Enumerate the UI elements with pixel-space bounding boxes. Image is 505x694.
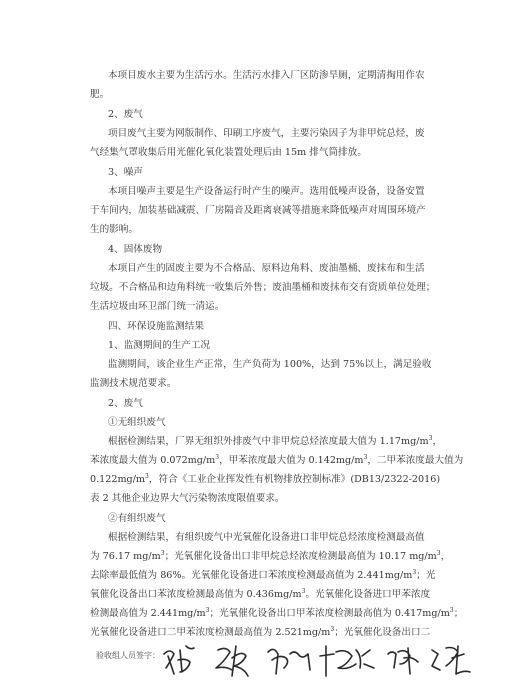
paragraph-unorg-line — [90, 455, 463, 467]
paragraph-org-line — [90, 608, 463, 620]
text-run: ； — [453, 608, 464, 619]
paragraph-solid-line: 垃圾。不合格品和边角料统一收集后外售；废油墨桶和废抹布交有资质单位处理； — [90, 282, 436, 293]
signature-4 — [320, 646, 374, 676]
heading-gas: 2、废气 — [108, 109, 143, 120]
text-run: 为 76.17 mg/m — [90, 551, 161, 562]
superscript: 3 — [145, 472, 149, 480]
text-run: 0.122mg/m — [90, 474, 146, 485]
superscript: 3 — [205, 606, 210, 614]
paragraph-org-line — [90, 551, 450, 563]
paragraph-solid-line: 本项目产生的固废主要为不合格品、原料边角料、废油墨桶、废抹布和生活 — [108, 263, 425, 274]
paragraph-water-line: 本项目废水主要为生活污水。生活污水排入厂区防渗旱厕，定期清掏用作农 — [108, 70, 425, 81]
paragraph-unorg-line: 表 2 其他企业边界大气污染物浓度限值要求。 — [90, 493, 285, 504]
heading-organized-gas: ②有组织废气 — [108, 513, 166, 524]
superscript: 3 — [449, 606, 454, 614]
handwritten-signatures — [160, 636, 480, 684]
text-run: 光氧催化设备进口二甲苯浓度检测最高值为 2.521mg/m — [90, 627, 331, 638]
superscript: 3 — [363, 453, 368, 461]
paragraph-org-line: 根据检测结果，有组织废气中光氧催化设备进口非甲烷总烃浓度检测最高值 — [108, 532, 425, 543]
superscript: 3 — [412, 568, 417, 576]
text-run: ；光氧催化设备出口甲苯浓度检测最高值为 0.417mg/m — [209, 608, 450, 619]
heading-monitoring-conditions: 1、监测期间的生产工况 — [108, 340, 211, 351]
text-run: ；光氧催化设备出口非甲烷总烃浓度检测最高值为 10.17 mg/m — [164, 551, 437, 562]
text-run: ，甲苯浓度最大值为 0.142mg/m — [219, 455, 364, 466]
superscript: 3 — [330, 625, 335, 633]
text-run: 氧催化设备出口苯浓度检测最高值为 0.436mg/m — [90, 589, 302, 600]
text-run: ；光氧催化设备出口二 — [334, 627, 431, 638]
paragraph-gas-line: 项目废气主要为网版制作、印刷工序废气，主要污染因子为非甲烷总烃，废 — [108, 128, 425, 139]
paragraph-gas-line: 气经集气罩收集后用光催化氧化装置处理后由 15m 排气筒排放。 — [90, 147, 367, 158]
paragraph-org-line — [90, 570, 435, 582]
paragraph-noise-line: 于车间内，加装基础减震、厂房隔音及距离衰减等措施来降低噪声对周围环境产 — [90, 205, 426, 216]
heading-gas-results: 2、废气 — [108, 398, 143, 409]
paragraph-water-line: 肥。 — [90, 89, 110, 100]
superscript: 3 — [428, 434, 433, 442]
signature-5 — [388, 648, 418, 674]
text-run: ；光 — [416, 570, 436, 581]
text-run: ，二甲苯浓度最大值为 — [367, 455, 464, 466]
signature-3 — [268, 649, 310, 674]
paragraph-monitor-line: 监测期间，该企业生产正常，生产负荷为 100%，达到 75%以上，满足验收 — [108, 359, 432, 370]
heading-solid-waste: 4、固体废物 — [108, 244, 163, 255]
paragraph-noise-line: 本项目噪声主要是生产设备运行时产生的噪声。选用低噪声设备，设备安置 — [108, 186, 425, 197]
paragraph-org-line — [90, 589, 430, 601]
signature-2 — [216, 646, 248, 676]
paragraph-monitor-line: 监测技术规范要求。 — [90, 378, 177, 389]
text-run: 去除率最低值为 86%。光氧催化设备进口苯浓度检测最高值为 2.441mg/m — [90, 570, 413, 581]
text-run: 根据检测结果，厂界无组织外排废气中非甲烷总烃浓度最大值为 1.17mg/m — [108, 436, 429, 447]
paragraph-unorg-line — [90, 474, 440, 486]
text-run: 检测最高值为 2.441mg/m — [90, 608, 206, 619]
heading-noise: 3、噪声 — [108, 167, 143, 178]
paragraph-solid-line: 生活垃圾由环卫部门统一清运。 — [90, 301, 225, 312]
superscript: 3 — [436, 549, 441, 557]
text-run: 。光氧催化设备进口甲苯浓度 — [305, 589, 431, 600]
signature-label: 验收组人员签字： — [96, 651, 160, 660]
superscript: 3 — [301, 587, 306, 595]
heading-section-4: 四、环保设施监测结果 — [108, 321, 204, 332]
text-run: ， — [440, 551, 451, 562]
superscript: 3 — [215, 453, 220, 461]
paragraph-noise-line: 生的影响。 — [90, 224, 138, 235]
paragraph-unorg-line: 根据检测结果，厂界无组织外排废气中非甲烷总烃浓度最大值为 $1.17mg/m^3$， — [108, 434, 443, 447]
signature-1 — [164, 646, 194, 674]
signature-6 — [432, 646, 470, 674]
heading-unorganized-gas: ①无组织废气 — [108, 417, 166, 428]
text-run: ，符合《工业企业挥发性有机物排放控制标准》(DB13/2322-2016) — [148, 474, 441, 485]
superscript: 3 — [160, 549, 165, 557]
text-run: 苯浓度最大值为 0.072mg/m — [90, 455, 216, 466]
